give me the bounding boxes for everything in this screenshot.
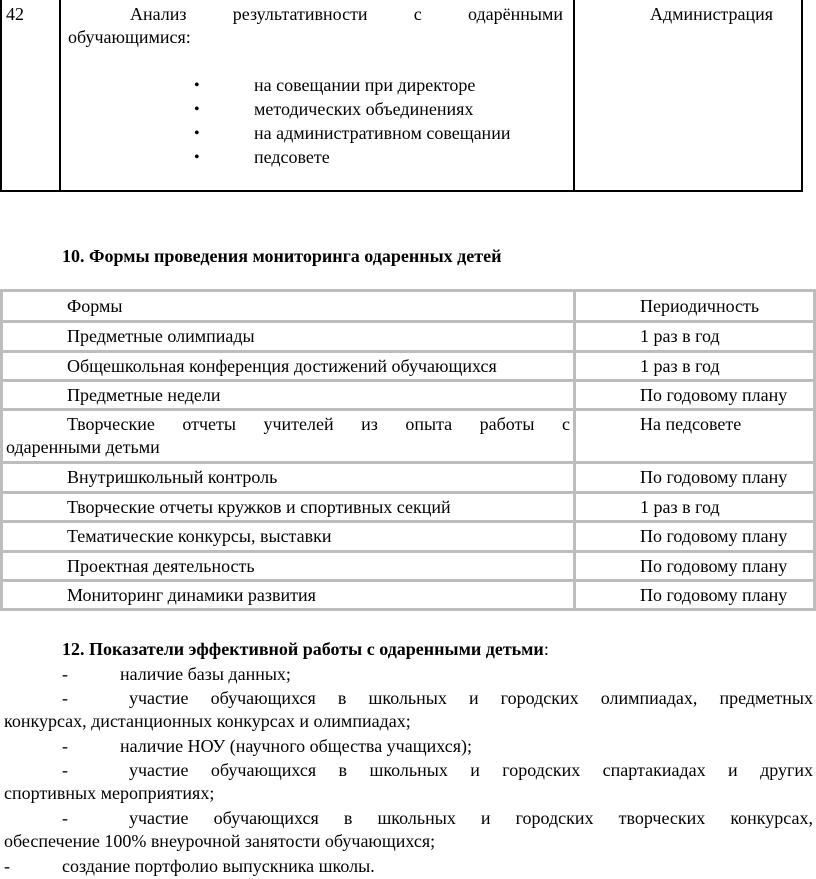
list-dash: - [62,736,68,756]
table-cell-form: Творческие отчеты кружков и спортивных секций [67,497,451,517]
grid-line [0,408,816,411]
table-cell-form: Общешкольная конференция достижений обучающихся [67,356,497,376]
list-dash: - [62,760,68,780]
list-item-line2: обеспечение 100% внеурочной занятости обучающихся; [4,831,436,851]
table-cell-period: По годовому плану [640,526,788,546]
table-cell-period: 1 раз в год [640,497,720,517]
table-border-left [0,0,2,192]
list-dash: - [62,688,68,708]
bullet-icon: • [194,101,200,118]
table-cell-period: На педсовете [640,414,742,434]
table-cell-form: Предметные олимпиады [67,326,255,346]
list-item-line2: конкурсах, дистанционных конкурсах и олимпиадах; [4,711,411,731]
grid-line [0,289,816,292]
table-cell-form-line2: одаренными детьми [6,437,160,457]
list-item: создание портфолио выпускника школы. [62,856,375,876]
section-12-heading: 12. Показатели эффективной работы с одаренными детьми: [62,639,549,659]
list-item-line2: спортивных мероприятиях; [4,783,215,803]
table-border-bottom [0,190,803,192]
table-cell-form: Проектная деятельность [67,556,255,576]
list-item: на административном совещании [254,123,511,143]
list-item-line1: участие обучающихся в школьных и городских спартакиадах и других [129,760,813,780]
bullet-icon: • [194,149,200,166]
header-forms: Формы [67,296,123,316]
table-cell-form: Предметные недели [67,385,221,405]
table-cell-form-line1: Творческие отчеты учителей из опыта работы с [67,414,570,434]
header-periodicity: Периодичность [640,296,760,316]
grid-line [573,289,576,611]
table-border-col2 [573,0,575,192]
table-cell-period: По годовому плану [640,556,788,576]
monitoring-forms-table [0,289,816,612]
list-item: наличие базы данных; [120,664,291,684]
list-dash: - [4,856,10,876]
section-10-heading: 10. Формы проведения мониторинга одаренных детей [62,246,502,266]
list-dash: - [62,808,68,828]
table-border-col1 [59,0,61,192]
activities-table-fragment [0,0,803,192]
list-item-line1: участие обучающихся в школьных и городских олимпиадах, предметных [129,688,813,708]
table-cell-period: 1 раз в год [640,326,720,346]
grid-line [0,289,3,611]
grid-line [0,320,816,323]
list-item: педсовете [254,147,330,167]
list-dash: - [62,664,68,684]
table-border-right [801,0,803,192]
bullet-icon: • [194,125,200,142]
grid-line [0,491,816,494]
grid-line [0,350,816,353]
table-cell-period: По годовому плану [640,467,788,487]
table-cell-period: По годовому плану [640,385,788,405]
grid-line [0,379,816,382]
responsible-party: Администрация [650,4,774,24]
activity-title-line1: Анализ результативности с одарёнными [130,4,563,24]
bullet-icon: • [194,77,200,94]
list-item: методических объединениях [254,99,474,119]
list-item: на совещании при директоре [254,75,476,95]
table-cell-period: По годовому плану [640,585,788,605]
row-number: 42 [6,4,24,24]
list-item-line1: участие обучающихся в школьных и городских творческих конкурсах, [129,808,813,828]
table-cell-period: 1 раз в год [640,356,720,376]
activity-title-line2: обучающимися: [68,27,191,47]
grid-line [0,520,816,523]
table-cell-form: Тематические конкурсы, выставки [67,526,332,546]
list-item: наличие НОУ (научного общества учащихся); [120,736,472,756]
table-cell-form: Внутришкольный контроль [67,467,278,487]
grid-line [0,579,816,582]
grid-line [0,550,816,553]
table-cell-form: Мониторинг динамики развития [67,585,316,605]
grid-line [0,461,816,464]
grid-line [0,608,816,611]
